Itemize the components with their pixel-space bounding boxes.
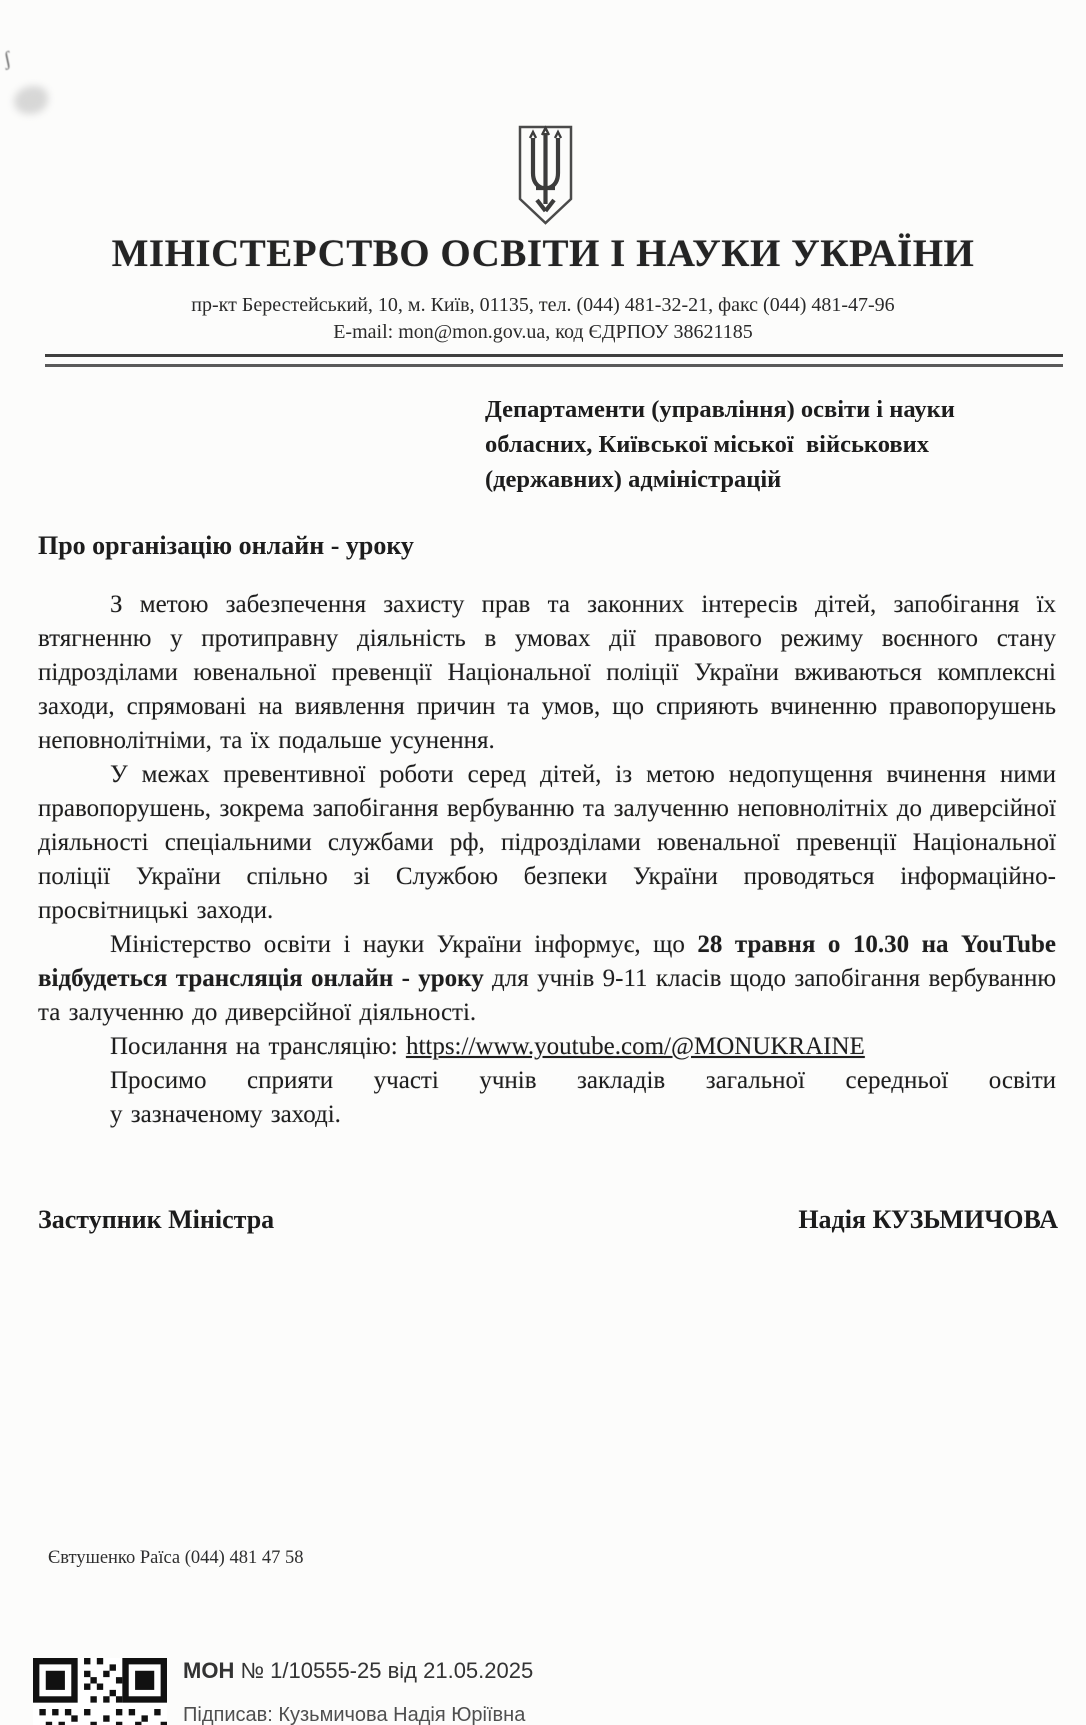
document-org: МОН — [183, 1658, 235, 1683]
body-paragraph-3 — [38, 928, 1056, 1030]
qr-code — [33, 1658, 167, 1725]
signature-row — [38, 1205, 1058, 1235]
paragraph-text: для учнів 9-11 класів щодо запобігання вербуванню та залученню до диверсійної діяльності. — [38, 965, 1056, 1026]
scan-artifact: ʃ — [1, 47, 13, 71]
paragraph-text: у зазначеному заході. — [110, 1101, 341, 1128]
body-paragraph-1: З метою забезпечення захисту прав та законних інтересів дітей, запобігання їх втягненню у протиправну діяльність в умовах дії правового режиму воєнного стану підрозділами ювенальної превенції Національної поліції України вживаються комплексні заходи, спрямовані на виявлення причин та умов, що сприяють вчиненню правопорушень неповнолітніми, та їх подальше усунення. — [38, 591, 1056, 754]
body-paragraph-4 — [38, 1030, 1056, 1064]
ministry-address-line1: пр-кт Берестейський, 10, м. Київ, 01135, тел. (044) 481-32-21, факс (044) 481-47-96 — [191, 294, 895, 316]
signature-name: Надія КУЗЬМИЧОВА — [798, 1205, 1058, 1234]
paragraph-text: Просимо сприяти участі учнів закладів загальної середньої освіти — [110, 1067, 1056, 1094]
youtube-stream-link[interactable]: https://www.youtube.com/@MONUKRAINE — [405, 1033, 865, 1060]
recipient-line: обласних, Київської міської військових — [485, 431, 929, 458]
document-number — [183, 1658, 533, 1684]
paragraph-bold-text: 28 травня о 10.30 на YouTube відбудеться трансляція онлайн - уроку — [38, 931, 1056, 992]
body-paragraph-5 — [38, 1064, 1056, 1132]
subject-line: Про організацію онлайн - уроку — [38, 531, 414, 560]
ministry-name: МІНІСТЕРСТВО ОСВІТИ І НАУКИ УКРАЇНИ — [111, 232, 975, 275]
scan-artifact-smudge — [14, 86, 48, 114]
ministry-address-line2: E-mail: mon@mon.gov.ua, код ЄДРПОУ 38621185 — [333, 321, 753, 343]
recipient-line: Департаменти (управління) освіти і науки — [485, 396, 955, 423]
ministry-address — [0, 292, 1086, 346]
header-separator-rule — [45, 354, 1063, 367]
signature-position: Заступник Міністра — [38, 1205, 275, 1234]
recipient-line: (державних) адміністрацій — [485, 466, 782, 493]
body-paragraph-2: У межах превентивної роботи серед дітей, із метою недопущення вчинення ними правопорушень, зокрема запобігання вербуванню та залученню неповнолітніх до диверсійної діяльності спеціальними службами рф, підрозділами ювенальної превенції Національної поліції України спільно зі Службою безпеки України проводяться інформаційно-просвітницькі заходи. — [38, 761, 1056, 924]
signed-by: Підписав: Кузьмичова Надія Юріївна — [183, 1704, 526, 1725]
link-label: Посилання на трансляцію: — [110, 1033, 406, 1060]
letter-body — [38, 588, 1056, 1132]
contact-person: Євтушенко Раїса (044) 481 47 58 — [48, 1548, 304, 1568]
document-number-text: № 1/10555-25 від 21.05.2025 — [234, 1658, 534, 1683]
paragraph-text: Міністерство освіти і науки України інформує, що — [110, 931, 698, 958]
recipient-block — [485, 392, 1020, 497]
ukraine-trident-emblem-icon — [512, 124, 579, 228]
